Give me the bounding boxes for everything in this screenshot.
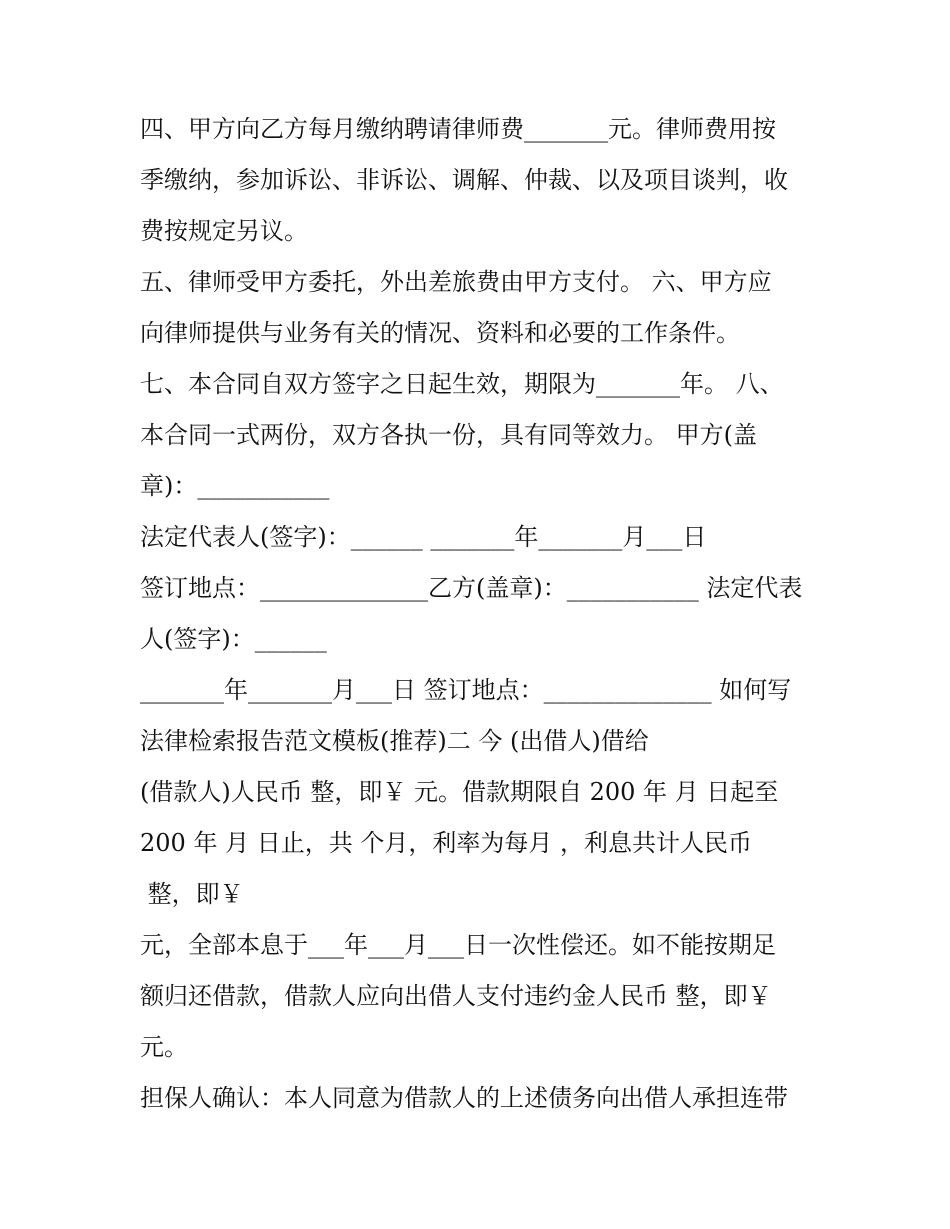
text-line: 额归还借款，借款人应向出借人支付违约金人民币 整，即￥ xyxy=(140,982,772,1010)
text-line: _______年_______月___日 签订地点：______________ 如何写 xyxy=(140,676,792,704)
text-line: 季缴纳，参加诉讼、非诉讼、调解、仲裁、以及项目谈判，收 xyxy=(140,166,788,194)
text-line: 五、律师受甲方委托，外出差旅费由甲方支付。 六、甲方应 xyxy=(140,268,772,296)
text-line: 法定代表人(签字)：______ _______年_______月___日 xyxy=(140,523,707,551)
text-line: (借款人)人民币 整，即￥ 元。借款期限自 200 年 月 日起至 xyxy=(140,778,779,806)
text-line: 元。 xyxy=(140,1033,188,1061)
text-line: 法律检索报告范文模板(推荐)二 今 (出借人)借给 xyxy=(140,727,649,755)
document-body xyxy=(140,104,820,1124)
text-line: 担保人确认：本人同意为借款人的上述债务向出借人承担连带 xyxy=(140,1084,788,1112)
text-line: 四、甲方向乙方每月缴纳聘请律师费_______元。律师费用按 xyxy=(140,115,776,143)
text-line: 签订地点：______________乙方(盖章)：___________ 法定代表 xyxy=(140,574,803,602)
text-line: 元，全部本息于___年___月___日一次性偿还。如不能按期足 xyxy=(140,931,776,959)
text-line: 200 年 月 日止，共 个月，利率为每月 ，利息共计人民币 xyxy=(140,829,752,857)
text-line: 章)：___________ xyxy=(140,472,330,500)
text-line: 本合同一式两份，双方各执一份，具有同等效力。 甲方(盖 xyxy=(140,421,757,449)
text-line: 向律师提供与业务有关的情况、资料和必要的工作条件。 xyxy=(140,319,740,347)
text-line: 费按规定另议。 xyxy=(140,217,308,245)
text-line: 整，即￥ xyxy=(140,880,244,908)
text-line: 七、本合同自双方签字之日起生效，期限为_______年。 八、 xyxy=(140,370,784,398)
text-line: 人(签字)：______ xyxy=(140,625,327,653)
